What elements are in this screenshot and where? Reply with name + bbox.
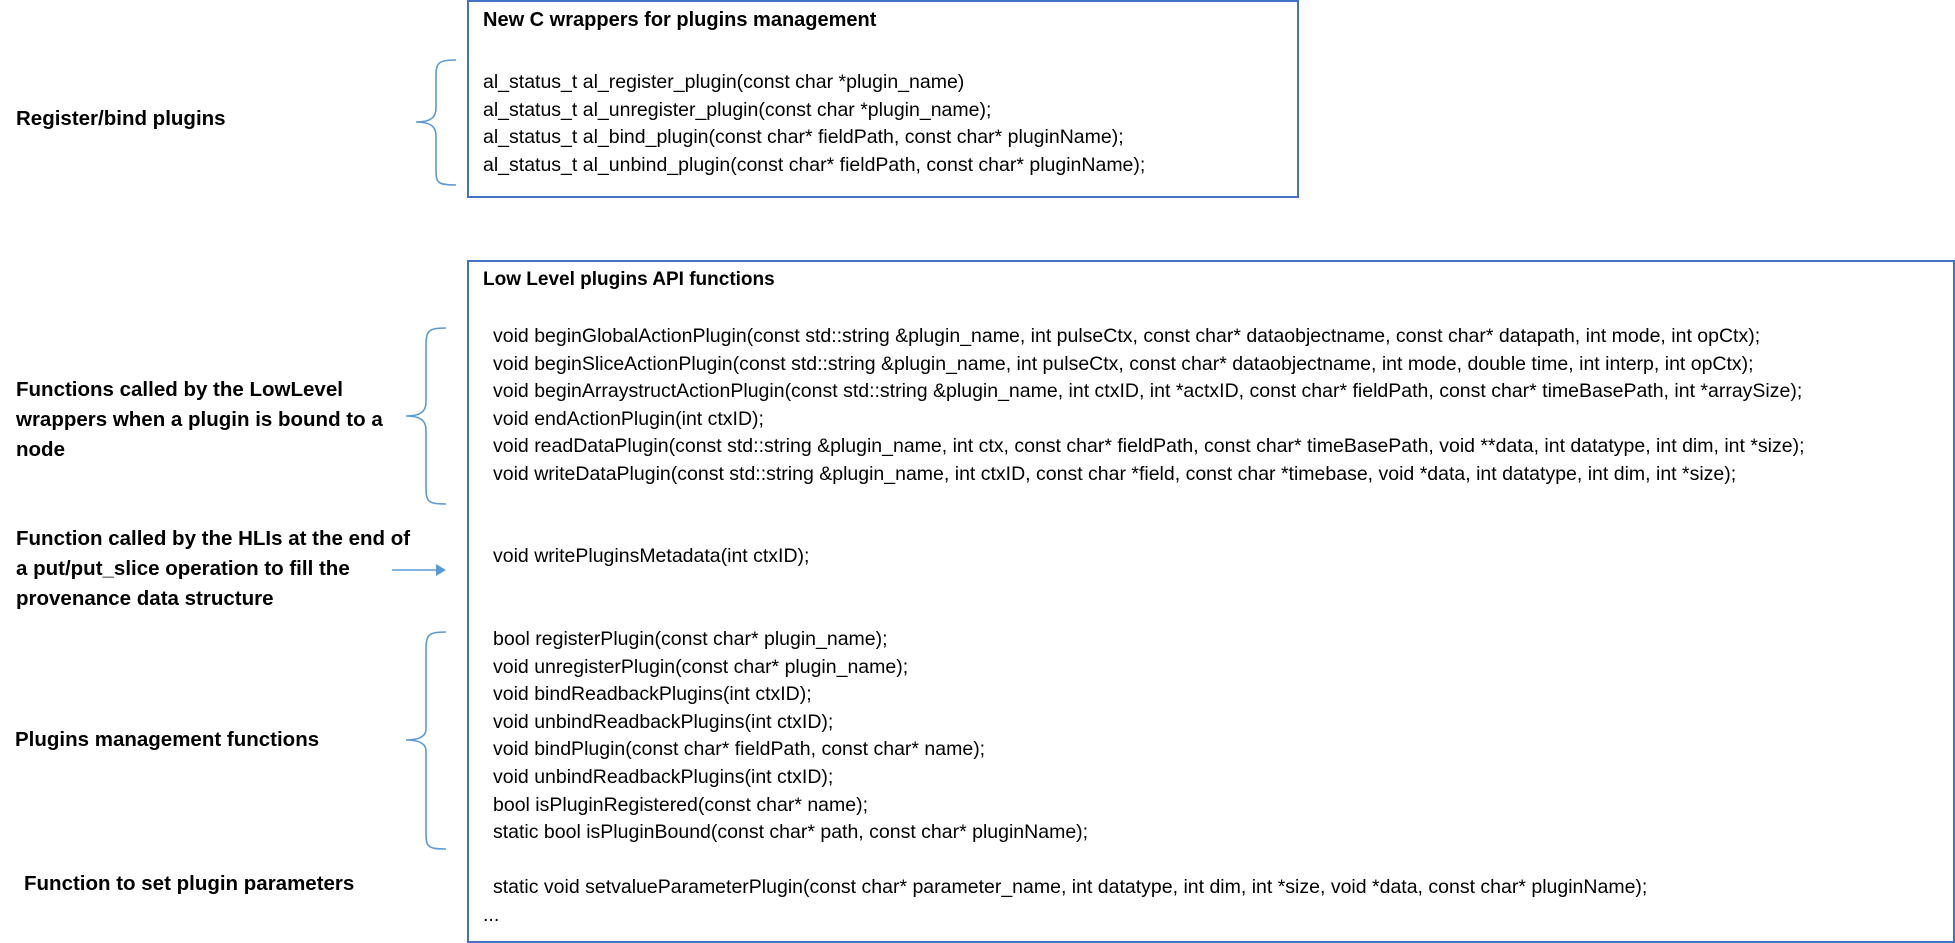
code-line: void bindReadbackPlugins(int ctxID); [493, 683, 812, 706]
brace-management [406, 632, 446, 849]
c-wrappers-title: New C wrappers for plugins management [483, 9, 877, 31]
code-line: al_status_t al_register_plugin(const char *plugin_name) [483, 71, 965, 93]
code-line: void beginSliceActionPlugin(const std::string &plugin_name, int pulseCtx, const char* dataobjectname, int mode, double time, int interp, int opCtx); [493, 352, 1754, 375]
code-line: void bindPlugin(const char* fieldPath, const char* name); [493, 738, 986, 761]
code-line: void readDataPlugin(const std::string &plugin_name, int ctx, const char* fieldPath, const char* timeBasePath, void **data, int datatype, int dim, int *size); [493, 435, 1805, 457]
brace-register-bind [416, 60, 456, 185]
ellipsis: ... [483, 904, 500, 926]
code-line: void unbindReadbackPlugins(int ctxID); [493, 765, 834, 788]
code-line: void endActionPlugin(int ctxID); [493, 407, 764, 430]
action-functions-list [493, 323, 1805, 488]
code-line: void unregisterPlugin(const char* plugin_name); [493, 655, 909, 678]
brace-lowlevel-wrappers [406, 328, 446, 504]
code-line: al_status_t al_unregister_plugin(const char *plugin_name); [483, 98, 992, 121]
code-line: void writeDataPlugin(const std::string &plugin_name, int ctxID, const char *field, const char *timebase, void *data, int datatype, int dim, int *size); [493, 462, 1737, 485]
label-lowlevel-wrappers: Functions called by the LowLevel wrappers when a plugin is bound to a node [16, 378, 383, 461]
label-register-bind: Register/bind plugins [16, 107, 226, 130]
label-hli-function: Function called by the HLIs at the end of a put/put_slice operation to fill the provenance data structure [16, 527, 411, 610]
metadata-function: void writePluginsMetadata(int ctxID); [493, 545, 810, 567]
code-line: static bool isPluginBound(const char* path, const char* pluginName); [493, 821, 1089, 844]
arrow-head-icon [436, 564, 446, 576]
label-management: Plugins management functions [15, 728, 320, 751]
code-line: bool registerPlugin(const char* plugin_name); [493, 628, 888, 650]
code-line: void unbindReadbackPlugins(int ctxID); [493, 710, 834, 733]
label-set-parameters: Function to set plugin parameters [24, 872, 355, 895]
c-wrappers-list [483, 69, 1145, 179]
code-line: void beginArraystructActionPlugin(const std::string &plugin_name, int ctxID, int *actxID, const char* fieldPath, const char* timeBasePath, int *arraySize); [493, 380, 1803, 402]
code-line: bool isPluginRegistered(const char* name); [493, 793, 869, 816]
code-line: al_status_t al_unbind_plugin(const char* fieldPath, const char* pluginName); [483, 153, 1146, 176]
code-line: al_status_t al_bind_plugin(const char* fieldPath, const char* pluginName); [483, 126, 1124, 148]
low-level-api-title: Low Level plugins API functions [483, 269, 775, 290]
parameter-function: static void setvalueParameterPlugin(const char* parameter_name, int datatype, int dim, int *size, void *data, const char* pluginName); [493, 876, 1648, 898]
management-functions-list [493, 626, 1088, 847]
code-line: void beginGlobalActionPlugin(const std::string &plugin_name, int pulseCtx, const char* dataobjectname, const char* datapath, int mode, int opCtx); [493, 325, 1761, 347]
